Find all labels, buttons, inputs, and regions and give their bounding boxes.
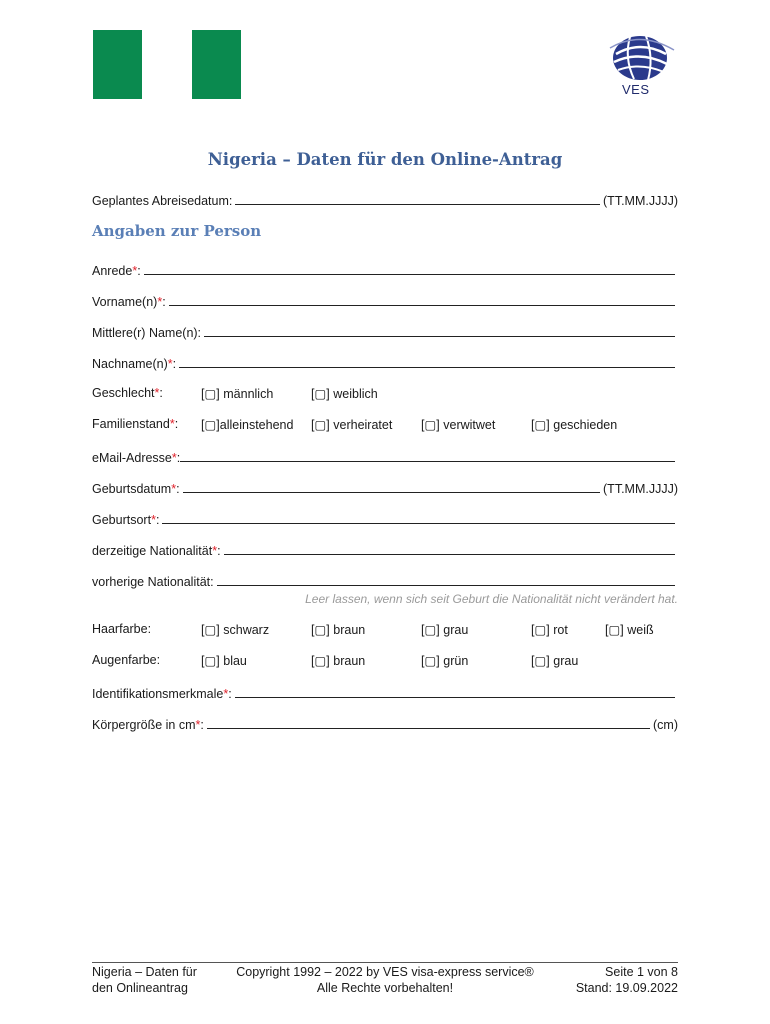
checkbox-icon[interactable]: [▢]	[311, 654, 330, 668]
vorherige-nationalitaet-label: vorherige Nationalität:	[92, 575, 214, 589]
option-label: weiblich	[333, 387, 378, 401]
footer-copyright: Copyright 1992 – 2022 by VES visa-express service®	[236, 965, 534, 979]
haarfarbe-option-schwarz[interactable]	[201, 622, 269, 637]
derzeitige-nationalitaet-row: derzeitige Nationalität * :	[92, 540, 678, 558]
geschlecht-label: Geschlecht	[92, 386, 155, 400]
augenfarbe-option-grau[interactable]	[531, 653, 578, 668]
checkbox-icon[interactable]: [▢]	[201, 387, 220, 401]
vorname-input-line[interactable]	[169, 305, 675, 306]
departure-date-input-line[interactable]	[235, 204, 600, 205]
required-mark: *	[171, 451, 177, 465]
flag-green-right	[192, 30, 241, 99]
geburtsort-input-line[interactable]	[162, 523, 675, 524]
option-label: geschieden	[553, 418, 618, 432]
option-label: alleinstehend	[219, 418, 294, 432]
geschlecht-option-weiblich[interactable]	[311, 386, 378, 401]
required-mark: *	[167, 357, 173, 371]
checkbox-icon[interactable]: [▢]	[531, 623, 550, 637]
footer-left-line2: den Onlineantrag	[92, 981, 188, 995]
checkbox-icon[interactable]: [▢]	[201, 623, 220, 637]
required-mark: *	[195, 718, 201, 732]
option-label: grau	[443, 623, 469, 637]
identifikationsmerkmale-label: Identifikationsmerkmale	[92, 687, 224, 701]
familienstand-label-wrap: Familienstand*:	[92, 417, 179, 431]
required-mark: *	[212, 544, 218, 558]
geschlecht-option-maennlich[interactable]	[201, 386, 273, 401]
checkbox-icon[interactable]: [▢]	[201, 654, 220, 668]
augenfarbe-label: Augenfarbe:	[92, 653, 161, 667]
familienstand-label: Familienstand	[92, 417, 170, 431]
augenfarbe-option-braun[interactable]	[311, 653, 365, 668]
koerpergroesse-unit: (cm)	[653, 718, 678, 732]
haarfarbe-option-rot[interactable]	[531, 622, 568, 637]
nachname-row: Nachname(n) * :	[92, 353, 678, 371]
required-mark: *	[169, 417, 175, 431]
checkbox-icon[interactable]: [▢]	[311, 387, 330, 401]
nachname-input-line[interactable]	[179, 367, 675, 368]
anrede-input-line[interactable]	[144, 274, 675, 275]
checkbox-icon[interactable]: [▢]	[421, 418, 440, 432]
checkbox-icon[interactable]: [▢]	[531, 418, 550, 432]
page-title: Nigeria – Daten für den Online-Antrag	[207, 150, 563, 169]
geburtsdatum-input-line[interactable]	[183, 492, 600, 493]
required-mark: *	[132, 264, 138, 278]
footer-divider	[92, 962, 678, 963]
checkbox-icon[interactable]: [▢]	[421, 654, 440, 668]
haarfarbe-option-grau[interactable]	[421, 622, 468, 637]
checkbox-icon[interactable]: [▢]	[201, 418, 220, 432]
option-label: verheiratet	[333, 418, 393, 432]
identifikationsmerkmale-input-line[interactable]	[235, 697, 675, 698]
augenfarbe-option-blau[interactable]	[201, 653, 247, 668]
mittlerer-name-label: Mittlere(r) Name(n):	[92, 326, 202, 340]
footer-center	[200, 964, 570, 996]
footer-left	[92, 964, 197, 996]
koerpergroesse-row: Körpergröße in cm * : (cm)	[92, 718, 678, 732]
vorherige-nationalitaet-input-line[interactable]	[217, 585, 675, 586]
familienstand-option-alleinstehend[interactable]	[201, 417, 293, 432]
identifikationsmerkmale-row: Identifikationsmerkmale * :	[92, 683, 678, 701]
footer-rights: Alle Rechte vorbehalten!	[316, 981, 454, 995]
anrede-row: Anrede * :	[92, 260, 678, 278]
option-label: weiß	[627, 623, 654, 637]
departure-date-row	[92, 190, 678, 208]
flag-green-left	[93, 30, 142, 99]
haarfarbe-option-braun[interactable]	[311, 622, 365, 637]
nationalitaet-hint: Leer lassen, wenn sich seit Geburt die Nationalität nicht verändert hat.	[305, 592, 678, 606]
checkbox-icon[interactable]: [▢]	[531, 654, 550, 668]
option-label: blau	[223, 654, 247, 668]
required-mark: *	[157, 295, 163, 309]
geburtsdatum-label: Geburtsdatum	[92, 482, 172, 496]
geburtsort-label: Geburtsort	[92, 513, 152, 527]
checkbox-icon[interactable]: [▢]	[421, 623, 440, 637]
koerpergroesse-input-line[interactable]	[207, 728, 650, 729]
email-label: eMail-Adresse	[92, 451, 172, 465]
derzeitige-nationalitaet-input-line[interactable]	[224, 554, 675, 555]
section-title-personal: Angaben zur Person	[92, 222, 262, 240]
vorherige-nationalitaet-row	[92, 571, 678, 589]
required-mark: *	[171, 482, 177, 496]
geburtsdatum-row: Geburtsdatum * : (TT.MM.JJJJ)	[92, 482, 678, 496]
geburtsdatum-format: (TT.MM.JJJJ)	[603, 482, 678, 496]
option-label: grün	[443, 654, 469, 668]
vorname-row: Vorname(n) * :	[92, 291, 678, 309]
familienstand-option-verwitwet[interactable]	[421, 417, 495, 432]
option-label: braun	[333, 623, 366, 637]
koerpergroesse-label: Körpergröße in cm	[92, 718, 196, 732]
required-mark: *	[151, 513, 156, 527]
required-mark: *	[223, 687, 229, 701]
departure-date-label: Geplantes Abreisedatum:	[92, 194, 233, 208]
email-row: eMail-Adresse * :	[92, 447, 678, 465]
option-label: braun	[333, 654, 366, 668]
footer-date: Stand: 19.09.2022	[575, 981, 678, 995]
checkbox-icon[interactable]: [▢]	[605, 623, 624, 637]
haarfarbe-option-weiss[interactable]	[605, 622, 654, 637]
checkbox-icon[interactable]: [▢]	[311, 623, 330, 637]
nachname-label: Nachname(n)	[92, 357, 168, 371]
familienstand-option-geschieden[interactable]	[531, 417, 617, 432]
geburtsort-row: Geburtsort * :	[92, 509, 678, 527]
option-label: rot	[553, 623, 568, 637]
derzeitige-nationalitaet-label: derzeitige Nationalität	[92, 544, 213, 558]
footer-page-number: Seite 1 von 8	[605, 965, 678, 979]
departure-date-format: (TT.MM.JJJJ)	[603, 194, 678, 208]
augenfarbe-option-gruen[interactable]	[421, 653, 468, 668]
option-label: verwitwet	[443, 418, 496, 432]
logo-text: VES	[622, 82, 650, 97]
email-input-line[interactable]	[180, 461, 675, 462]
option-label: männlich	[223, 387, 274, 401]
haarfarbe-label: Haarfarbe:	[92, 622, 152, 636]
familienstand-option-verheiratet[interactable]	[311, 417, 392, 432]
footer-right	[576, 964, 678, 996]
vorname-label: Vorname(n)	[92, 295, 158, 309]
anrede-label: Anrede	[92, 264, 133, 278]
required-mark: *	[154, 386, 160, 400]
option-label: schwarz	[223, 623, 270, 637]
mittlerer-name-row	[92, 322, 678, 340]
mittlerer-name-input-line[interactable]	[204, 336, 675, 337]
option-label: grau	[553, 654, 579, 668]
geschlecht-label-wrap: Geschlecht*:	[92, 386, 163, 400]
checkbox-icon[interactable]: [▢]	[311, 418, 330, 432]
footer-left-line1: Nigeria – Daten für	[92, 965, 197, 979]
